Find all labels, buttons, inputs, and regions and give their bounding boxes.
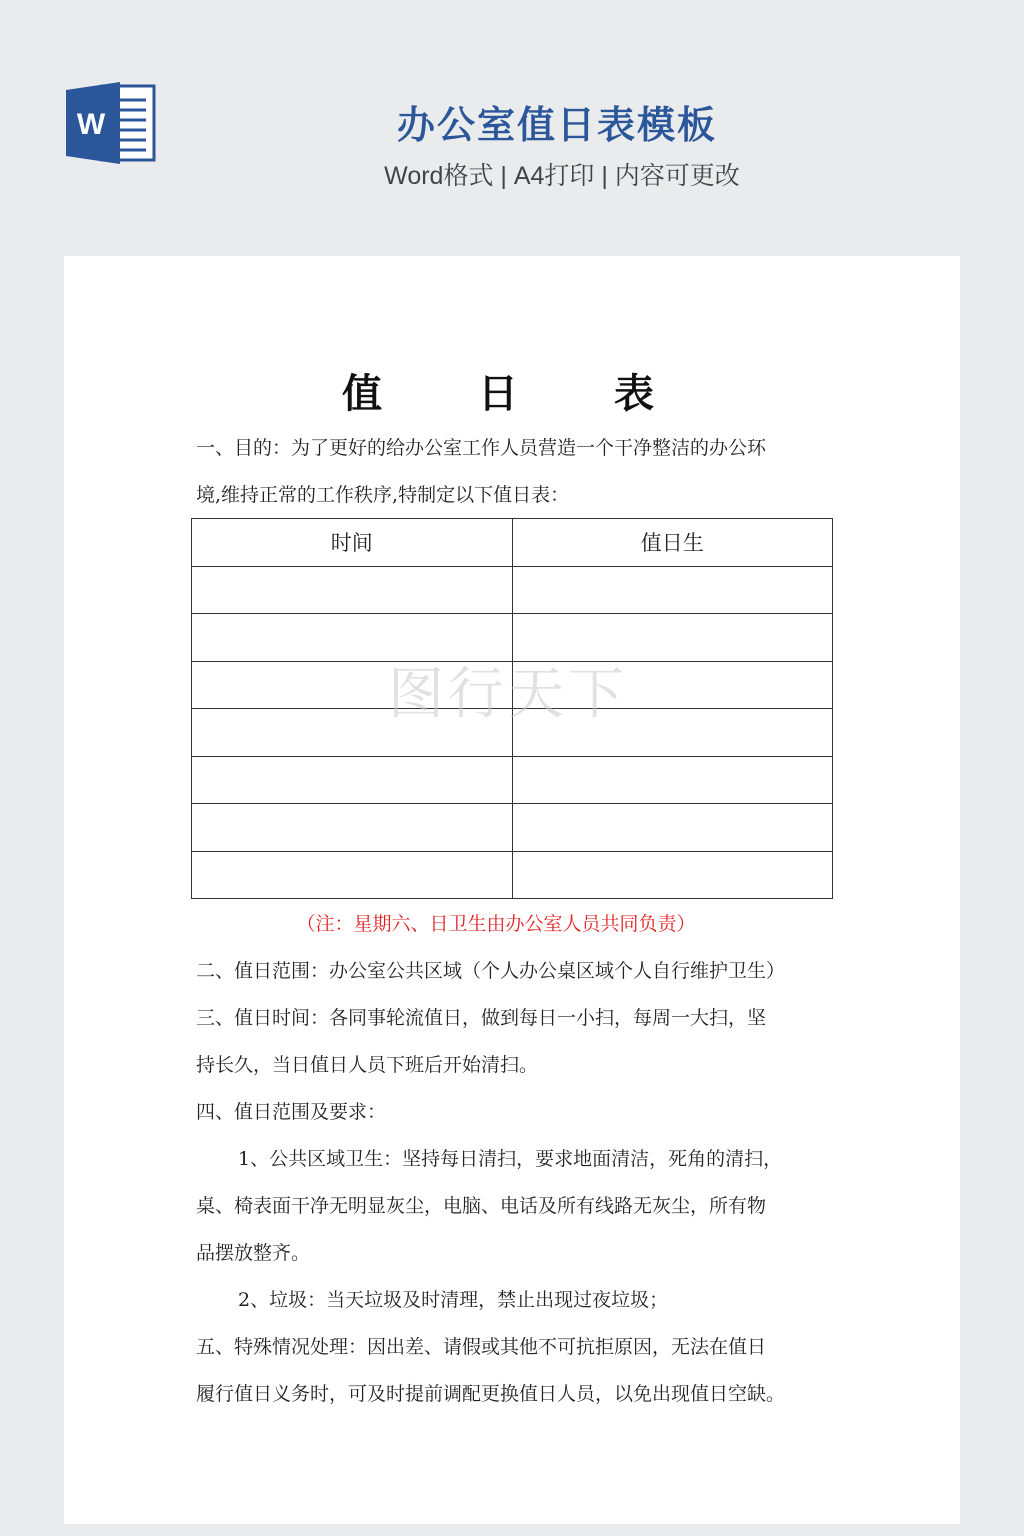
requirements-title: 四、值日范围及要求： xyxy=(196,1101,387,1123)
table-header-row xyxy=(192,519,833,567)
purpose-line-1: 一、目的：为了更好的给办公室工作人员营造一个干净整洁的办公环 xyxy=(196,437,767,459)
header xyxy=(0,0,1024,230)
time-line-1: 三、值日时间：各同事轮流值日，做到每日一小扫，每周一大扫，坚 xyxy=(196,1007,767,1029)
special-line-1: 五、特殊情况处理：因出差、请假或其他不可抗拒原因，无法在值日 xyxy=(196,1336,767,1358)
table-note: （注：星期六、日卫生由办公室人员共同负责） xyxy=(296,913,696,935)
table-cell[interactable] xyxy=(512,661,833,709)
table-cell[interactable] xyxy=(192,614,513,662)
requirement-2: 2、垃圾：当天垃圾及时清理，禁止出现过夜垃圾； xyxy=(238,1289,669,1311)
table-cell[interactable] xyxy=(512,709,833,757)
table-row xyxy=(192,709,833,757)
table-cell[interactable] xyxy=(192,709,513,757)
table-cell[interactable] xyxy=(192,661,513,709)
table-row xyxy=(192,661,833,709)
column-header-time: 时间 xyxy=(192,519,513,567)
page-subtitle: Word格式 | A4打印 | 内容可更改 xyxy=(384,162,740,190)
table-cell[interactable] xyxy=(192,566,513,614)
table-row xyxy=(192,804,833,852)
table-cell[interactable] xyxy=(192,804,513,852)
special-line-2: 履行值日义务时，可及时提前调配更换值日人员，以免出现值日空缺。 xyxy=(196,1383,786,1405)
table-cell[interactable] xyxy=(512,566,833,614)
table-row xyxy=(192,756,833,804)
table-row xyxy=(192,566,833,614)
duty-table xyxy=(191,518,833,899)
watermark-logo: 图行天下 xyxy=(388,662,628,727)
document-heading: 值 日 表 xyxy=(342,370,682,417)
table-cell[interactable] xyxy=(512,614,833,662)
word-logo-letter: W xyxy=(76,108,106,141)
table-cell[interactable] xyxy=(512,851,833,899)
scope-line: 二、值日范围：办公室公共区域（个人办公桌区域个人自行维护卫生） xyxy=(196,960,786,982)
table-cell[interactable] xyxy=(512,804,833,852)
table-cell[interactable] xyxy=(512,756,833,804)
purpose-line-2: 境,维持正常的工作秩序,特制定以下值日表： xyxy=(196,484,570,506)
table-row xyxy=(192,614,833,662)
column-header-duty: 值日生 xyxy=(512,519,833,567)
time-line-2: 持长久，当日值日人员下班后开始清扫。 xyxy=(196,1054,539,1076)
requirement-1-line-3: 品摆放整齐。 xyxy=(196,1242,311,1264)
page-title: 办公室值日表模板 xyxy=(396,105,717,147)
table-cell[interactable] xyxy=(192,851,513,899)
requirement-1-line-1: 1、公共区域卫生：坚持每日清扫，要求地面清洁，死角的清扫， xyxy=(238,1148,783,1170)
table-cell[interactable] xyxy=(192,756,513,804)
table-row xyxy=(192,851,833,899)
requirement-1-line-2: 桌、椅表面干净无明显灰尘，电脑、电话及所有线路无灰尘，所有物 xyxy=(196,1195,767,1217)
